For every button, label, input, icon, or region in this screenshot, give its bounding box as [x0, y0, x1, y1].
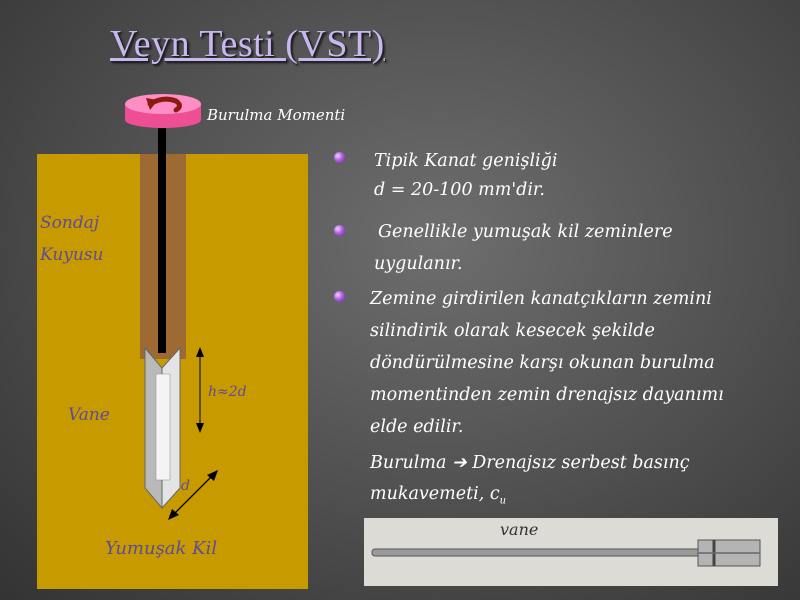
soil-label: Yumuşak Kil [105, 538, 218, 559]
arrow-right-icon: ➔ [451, 453, 467, 473]
bullet-3-line3: döndürülmesine karşı okunan burulma [370, 353, 715, 373]
slide-title: Veyn Testi (VST) [110, 23, 385, 65]
vane-blade-inner [156, 374, 170, 480]
vane-label: Vane [68, 405, 110, 425]
bullet-icon [334, 291, 345, 302]
vane-photo [364, 518, 778, 586]
note-line1 [370, 447, 690, 479]
note-lead: Burulma [370, 453, 447, 473]
bullet-3-line4: momentinden zemin drenajsız dayanımı [370, 385, 724, 405]
bullet-2-line2: uygulanır. [374, 254, 463, 274]
note-line2 [370, 478, 506, 518]
height-label: h≈2d [208, 384, 247, 400]
bullet-1-line1: Tipik Kanat genişliği [374, 151, 558, 171]
torque-label: Burulma Momenti [207, 106, 346, 124]
note-line2-text: mukavemeti, c [370, 484, 500, 504]
borehole-label-line2: Kuyusu [40, 245, 104, 265]
bullet-icon [334, 225, 345, 236]
bullet-2-line1: Genellikle yumuşak kil zeminlere [378, 222, 673, 242]
bullet-1-line2: d = 20-100 mm'dir. [374, 180, 545, 200]
photo-caption: vane [500, 520, 539, 539]
note-subscript: u [499, 495, 507, 507]
borehole-label-line1: Sondaj [40, 213, 100, 233]
note-rest: Drenajsız serbest basınç [466, 453, 690, 473]
bullet-3-line5: elde edilir. [370, 417, 464, 437]
bullet-3-line2: silindirik olarak kesecek şekilde [370, 321, 655, 341]
diameter-label: d [181, 478, 190, 494]
bullet-icon [334, 152, 345, 163]
bullet-3-line1: Zemine girdirilen kanatçıkların zemini [370, 289, 712, 309]
